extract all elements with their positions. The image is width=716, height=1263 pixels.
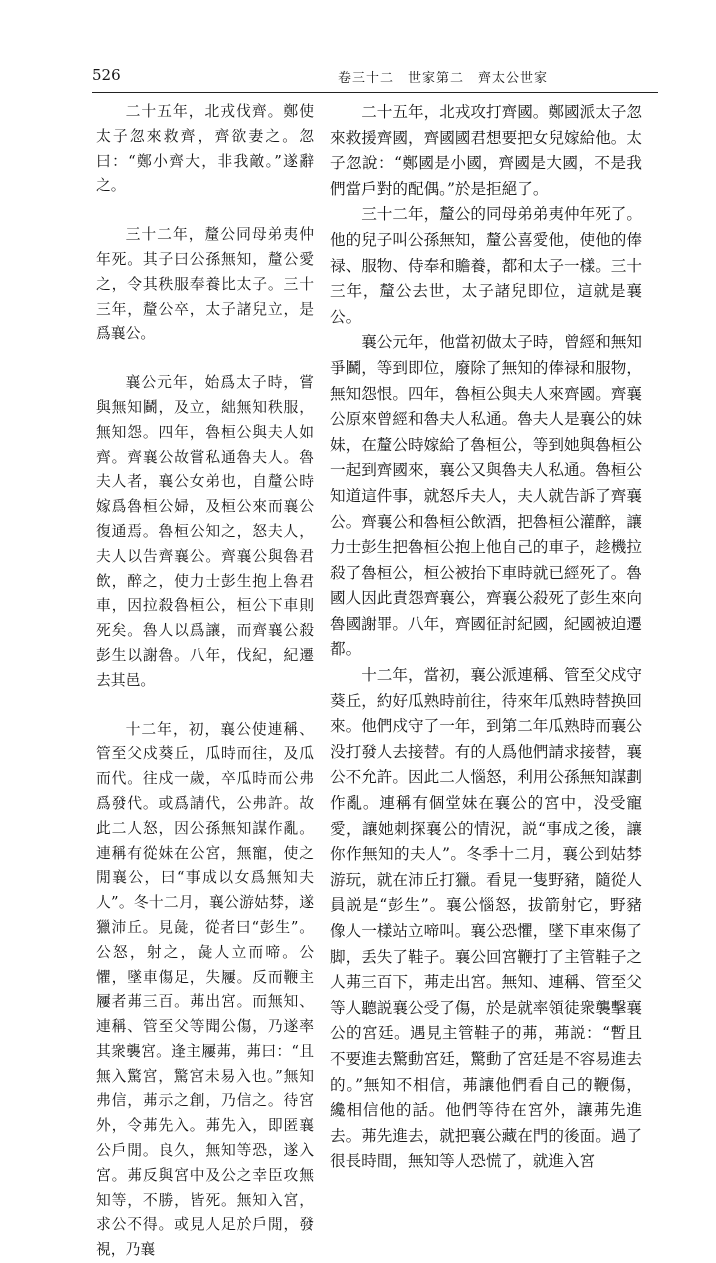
- translation-text-column: [330, 100, 642, 1171]
- running-title: 卷三十二 世家第二 齊太公世家: [337, 71, 548, 86]
- original-paragraph: 襄公元年，始爲太子時，嘗與無知鬭，及立，絀無知秩服，無知怨。四年，魯桓公與夫人如齊。齊襄公故嘗私通魯夫人。魯夫人者，襄公女弟也，自釐公時嫁爲魯桓公婦，及桓公來而襄公復通焉。魯桓公知之，怒夫人，夫人以告齊襄公。齊襄公與魯君飲，醉之，使力士彭生抱上魯君車，因拉殺魯桓公，桓公下車則死矣。魯人以爲讓，而齊襄公殺彭生以謝魯。八年，伐紀，紀遷去其邑。: [96, 374, 314, 689]
- translation-paragraph: 襄公元年，他當初做太子時，曾經和無知爭鬭，等到即位，廢除了無知的俸禄和服物，無知怨恨。四年，魯桓公與夫人來齊國。齊襄公原來曾經和魯夫人私通。魯夫人是襄公的妹妹，在釐公時嫁給了魯桓公，等到她與魯桓公一起到齊國來，襄公又與魯夫人私通。魯桓公知道這件事，就怒斥夫人，夫人就告訴了齊襄公。齊襄公和魯桓公飲酒，把魯桓公灌醉，讓力士彭生把魯桓公抱上他自己的車子，趁機拉殺了魯桓公，桓公被抬下車時就已經死了。魯國人因此責怨齊襄公，齊襄公殺死了彭生來向魯國謝罪。八年，齊國征討紀國，紀國被迫遷都。: [330, 333, 642, 659]
- original-paragraph: 十二年，初，襄公使連稱、管至父戍葵丘，瓜時而往，及瓜而代。往戍一歲，卒瓜時而公弗爲發代。或爲請代，公弗許。故此二人怒，因公孫無知謀作亂。連稱有從妹在公宮，無寵，使之閒襄公，曰“事成以女爲無知夫人”。冬十二月，襄公游姑棼，遂獵沛丘。見彘，從者曰“彭生”。公怒，射之，彘人立而啼。公懼，墜車傷足，失屨。反而鞭主屨者茀三百。茀出宮。而無知、連稱、管至父等聞公傷，乃遂率其衆襲宮。逢主屨茀，茀曰：“且無入驚宮，驚宮未易入也。”無知弗信，茀示之創，乃信之。待宮外，令茀先入。茀先入，即匿襄公戶閒。良久，無知等恐，遂入宮。茀反與宮中及公之幸臣攻無知等，不勝，皆死。無知入宮，求公不得。或見人足於戶閒，發視，乃襄: [96, 720, 314, 1259]
- original-text-column: [96, 100, 314, 1259]
- translation-paragraph: 二十五年，北戎攻打齊國。鄭國派太子忽來救援齊國，齊國國君想要把女兒嫁給他。太子忽說：“鄭國是小國，齊國是大國，不是我們當戶對的配偶。”於是拒絕了。: [330, 103, 642, 198]
- translation-paragraph: 三十二年，釐公的同母弟弟夷仲年死了。他的兒子叫公孫無知，釐公喜愛他，使他的俸禄、服物、侍奉和贍養，都和太子一樣。三十三年，釐公去世，太子諸兒即位，這就是襄公。: [330, 205, 642, 326]
- original-paragraph: 二十五年，北戎伐齊。鄭使太子忽來救齊，齊欲妻之。忽曰：“鄭小齊大，非我敵。”遂辭之。: [96, 103, 314, 195]
- page-header: [92, 66, 658, 90]
- original-paragraph: 三十二年，釐公同母弟夷仲年死。其子曰公孫無知，釐公愛之，令其秩服奉養比太子。三十三年，釐公卒，太子諸兒立，是爲襄公。: [96, 226, 314, 343]
- translation-paragraph: 十二年，當初，襄公派連稱、管至父戍守葵丘，約好瓜熟時前往，待來年瓜熟時替换回來。他們戍守了一年，到第二年瓜熟時而襄公没打發人去接替。有的人爲他們請求接替，襄公不允許。因此二人惱怒，利用公孫無知謀劃作亂。連稱有個堂妹在襄公的宮中，没受寵愛，讓她刺探襄公的情況，説“事成之後，讓你作無知的夫人”。冬季十二月，襄公到姑棼游玩，就在沛丘打獵。看見一隻野豬，隨從人員説是“彭生”。襄公惱怒，拔箭射它，野豬像人一樣站立啼叫。襄公恐懼，墜下車來傷了脚，丢失了鞋子。襄公回宮鞭打了主管鞋子之人茀三百下，茀走出宮。無知、連稱、管至父等人聽説襄公受了傷，於是就率領徒衆襲擊襄公的宮廷。遇見主管鞋子的茀，茀説：“暫且不要進去驚動宮廷，驚動了宮廷是不容易進去的。”無知不相信，茀讓他們看自己的鞭傷，纔相信他的話。他們等待在宮外，讓茀先進去。茀先進去，就把襄公藏在門的後面。過了很長時間，無知等人恐慌了，就進入宮: [330, 666, 642, 1171]
- page-number: 526: [92, 66, 121, 84]
- header-rule: [92, 92, 658, 93]
